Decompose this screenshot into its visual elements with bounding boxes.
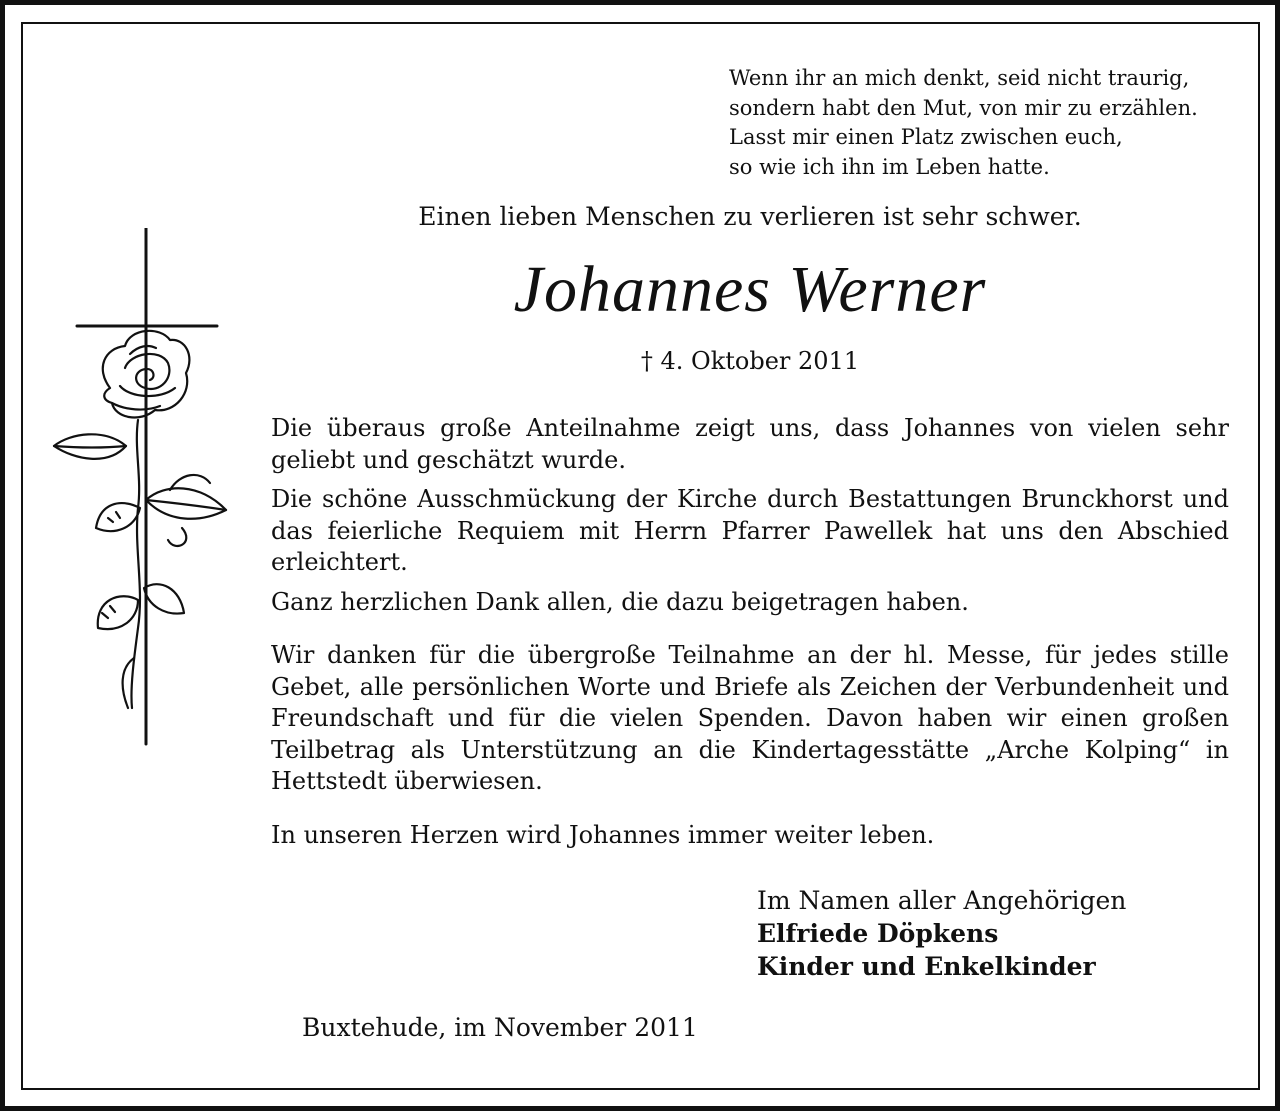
deceased-name: Johannes Werner [513, 253, 987, 326]
poem-line: Wenn ihr an mich denkt, seid nicht traurig, [729, 66, 1190, 90]
poem [729, 64, 1249, 182]
paragraph: In unseren Herzen wird Johannes immer weiter leben. [271, 820, 935, 849]
signoff [757, 884, 1126, 983]
poem-line: so wie ich ihn im Leben hatte. [729, 154, 1050, 179]
poem-line: sondern habt den Mut, von mir zu erzählen. [729, 95, 1198, 120]
body-text [271, 413, 1229, 851]
signoff-line: Im Namen aller Angehörigen [757, 886, 1127, 915]
paragraph: Wir danken für die übergroße Teilnahme an der hl. Messe, für jedes stille Gebet, alle persönlichen Worte und Briefe als Zeichen der Verbundenheit und Freundschaft und für die vielen Spenden. Davon haben wir einen großen Teilbetrag als Unterstützung an die Kindertagesstätte „Arche Kolping“ in Hettstedt überwiesen. [271, 641, 1229, 795]
place-date: Buxtehude, im November 2011 [302, 1013, 698, 1042]
death-date: † 4. Oktober 2011 [640, 347, 860, 375]
poem-line: Lasst mir einen Platz zwischen euch, [729, 125, 1123, 149]
paragraph: Die überaus große Anteilnahme zeigt uns, dass Johannes von vielen sehr geliebt und geschätzt wurde. [271, 414, 1229, 474]
intro-line: Einen lieben Menschen zu verlieren ist sehr schwer. [418, 202, 1082, 231]
paragraph: Ganz herzlichen Dank allen, die dazu beigetragen haben. [271, 587, 969, 616]
signoff-family: Kinder und Enkelkinder [757, 952, 1096, 981]
cross-with-rose-icon [50, 228, 240, 748]
signoff-name: Elfriede Döpkens [757, 919, 999, 948]
paragraph: Die schöne Ausschmückung der Kirche durch Bestattungen Brunckhorst und das feierliche Requiem mit Herrn Pfarrer Pawellek hat uns den Abschied erleichtert. [271, 485, 1229, 576]
